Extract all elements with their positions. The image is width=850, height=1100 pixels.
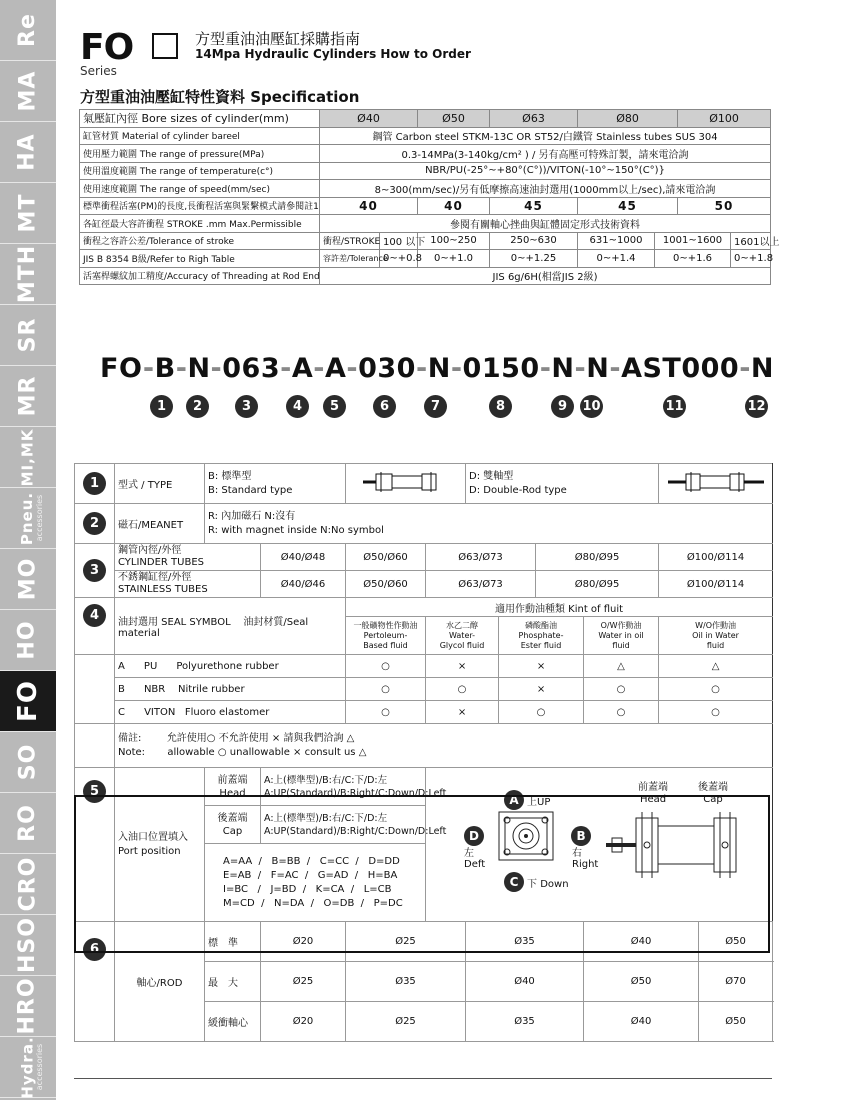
divider: [74, 1078, 772, 1079]
spec-heading: 方型重油油壓缸特性資料 Specification: [80, 88, 360, 106]
sidebar-tab-label: Hydra.: [18, 1035, 37, 1099]
spec-row-tolerance-values: JIS B 8354 B級/Refer to Righ Table 容許差/Tolerance 0~+0.8 0~+1.0 0~+1.25 0~+1.4 0~+1.6 0~+1.8: [80, 250, 771, 268]
number-bubble: 6: [373, 395, 396, 418]
order-row-port-cap: 後蓋端 Cap A:上(標準型)/B:右/C:下/D:左 A:UP(Standard)/B:Right/C:Down/D:Left: [75, 806, 773, 844]
sidebar-tab[interactable]: [0, 0, 56, 61]
number-bubble: 3: [235, 395, 258, 418]
number-bubble: 6: [83, 938, 106, 961]
number-bubble: 5: [323, 395, 346, 418]
model-part: FO: [100, 353, 143, 384]
model-part: N: [427, 353, 451, 384]
number-bubble: 2: [186, 395, 209, 418]
sidebar-tab[interactable]: [0, 915, 56, 976]
sidebar-tab-label: RO: [15, 804, 40, 842]
order-row-seal-a: A PU Polyurethone rubber ○ × × △ △: [75, 655, 773, 678]
sidebar-tab[interactable]: [0, 671, 56, 732]
series-word: Series: [80, 64, 117, 78]
port-marker-b: B: [571, 826, 591, 846]
sidebar-tab[interactable]: [0, 61, 56, 122]
sidebar-tab-label: HA: [14, 133, 40, 171]
number-bubble: 2: [83, 512, 106, 535]
spec-row-pm: 標準衝程活塞(PM)的長度,長衝程活塞與緊繫模式請參閱註1 40 40 45 45 50: [80, 197, 771, 215]
model-part: B: [154, 353, 176, 384]
sidebar-tab[interactable]: [0, 732, 56, 793]
sidebar-tab-label: HRO: [15, 977, 40, 1035]
port-marker-d: D: [464, 826, 484, 846]
sidebar-tab[interactable]: [0, 488, 56, 549]
sidebar-tab[interactable]: [0, 610, 56, 671]
sidebar-tab-label: Pneu.: [18, 491, 37, 545]
number-bubble: 4: [83, 604, 106, 627]
number-bubble: 9: [551, 395, 574, 418]
bore-cell: Ø63: [490, 110, 578, 128]
order-row-note: 備註: 允許使用○ 不允許使用 × 請與我們洽詢 △ Note: allowable ○ unallowable × consult us △: [75, 724, 773, 768]
sidebar-tab-label: MR: [15, 375, 40, 417]
sidebar-tab-label: MO: [14, 557, 40, 601]
order-row-rod-cushion: 緩衝軸心 Ø20 Ø25 Ø35 Ø40 Ø50: [75, 1002, 773, 1042]
sidebar-tab-label: MT: [15, 193, 40, 233]
order-row-magnet: 2 磁石/MEANET R: 內加磁石 N:沒有 R: with magnet inside N:No symbol: [75, 504, 773, 544]
model-part: N: [187, 353, 211, 384]
model-part: 030: [358, 353, 416, 384]
spec-row-bore: 氣壓缸內徑 Bore sizes of cylinder(mm) Ø40 Ø50 Ø63 Ø80 Ø100: [80, 110, 771, 128]
model-part: A: [291, 353, 314, 384]
model-part: N: [586, 353, 610, 384]
sidebar-tab[interactable]: [0, 244, 56, 305]
bore-cell: Ø80: [578, 110, 678, 128]
spec-row-thread: 活塞桿螺紋加工精度/Accuracy of Threading at Rod End JIS 6g/6H(相當JIS 2級): [80, 267, 771, 285]
series-logo: FO: [80, 27, 134, 68]
sidebar-tab[interactable]: [0, 549, 56, 610]
order-row-fluids: 一般礦物性作動油 Pertoleum- Based fluid 水乙二醇 Water- Glycol fluid 磷酸酯油 Phosphate- Ester fluid O/W作動油 Water in oil fluid W/O作動油 Oil in Water fluid: [75, 617, 773, 655]
number-bubble: 11: [663, 395, 686, 418]
number-bubble: 3: [83, 559, 106, 582]
model-code: FO-B-N-063-A-A-030-N-0150-N-N-AST000-N: [100, 353, 775, 384]
sidebar-tab-sublabel: accessories: [34, 1043, 44, 1091]
sidebar-tab-label: HO: [15, 620, 40, 660]
sidebar-tab-label: FO: [13, 680, 43, 722]
sidebar-tab-sublabel: accessories: [34, 494, 44, 542]
sidebar-tab-label: HSO: [15, 917, 40, 973]
port-marker-c: C: [504, 872, 524, 892]
sidebar-tab[interactable]: [0, 976, 56, 1037]
standard-cylinder-icon: [346, 464, 466, 504]
bore-cell: Ø50: [418, 110, 490, 128]
order-row-port-head: 5 入油口位置填入 Port position 前蓋端 Head A:上(標準型)/B:右/C:下/D:左 A:UP(Standard)/B:Right/C:Down/D:Left A 上UP B 右 Right C 下 Down D 左 Deft 前蓋端 Head 後蓋端 Cap: [75, 768, 773, 806]
port-front-view-diagram: [491, 808, 561, 864]
sidebar-tab[interactable]: [0, 183, 56, 244]
order-row-stainless: 不銹鋼缸徑/外徑 STAINLESS TUBES Ø40/Ø46 Ø50/Ø60 Ø63/Ø73 Ø80/Ø95 Ø100/Ø114: [75, 571, 773, 598]
spec-row-speed: 使用速度範圍 The range of speed(mm/sec) 8~300(mm/sec)/另有低摩擦高速油封選用(1000mm以上/sec),請來電洽詢: [80, 180, 771, 198]
number-bubble: 4: [286, 395, 309, 418]
order-table: [74, 463, 773, 1042]
square-icon: [152, 33, 178, 59]
sidebar-tab[interactable]: [0, 305, 56, 366]
bore-cell: Ø40: [320, 110, 418, 128]
port-marker-a: A: [504, 790, 524, 810]
order-row-type: 1 型式 / TYPE B: 標準型 B: Standard type D: 雙軸型 D: Double-Rod type: [75, 464, 773, 504]
spec-table: [79, 109, 780, 285]
sidebar-tab[interactable]: [0, 366, 56, 427]
port-diagram-cell: A 上UP B 右 Right C 下 Down D 左 Deft 前蓋端 Head 後蓋端 Cap: [426, 768, 773, 922]
spec-row-pressure: 使用壓力範圍 The range of pressure(MPa) 0.3-14MPa(3-140kg/cm² ) / 另有高壓可特殊訂製，請來電洽詢: [80, 145, 771, 163]
sidebar-tab-label: Re: [15, 13, 40, 47]
order-row-rod-standard: 6 軸心/ROD 標 準 Ø20 Ø25 Ø35 Ø40 Ø50: [75, 922, 773, 962]
number-bubble: 1: [83, 472, 106, 495]
number-bubble: 7: [424, 395, 447, 418]
spec-row-temperature: 使用溫度範圍 The range of temperature(c°) NBR/PU(-25°~+80°(C°))/VITON(-10°~150°(C°)}: [80, 162, 771, 180]
sidebar-tab-label: MI,MK: [18, 428, 37, 486]
number-bubble: 1: [150, 395, 173, 418]
sidebar-tab-label: SO: [14, 743, 40, 781]
order-row-seal-c: C VITON Fluoro elastomer ○ × ○ ○ ○: [75, 701, 773, 724]
model-part: N: [551, 353, 575, 384]
sidebar-tab-label: MTH: [15, 244, 40, 304]
model-part: 0150: [462, 353, 540, 384]
double-rod-cylinder-icon: [659, 464, 773, 504]
number-bubble: 5: [83, 780, 106, 803]
order-row-rod-max: 最 大 Ø25 Ø35 Ø40 Ø50 Ø70: [75, 962, 773, 1002]
spec-row-tolerance-stroke: 衝程之容許公差/Tolerance of stroke 衝程/STROKE 100 以下 100~250 250~630 631~1000 1001~1600 1601以上: [80, 232, 771, 250]
sidebar: [0, 0, 56, 1100]
sidebar-tab[interactable]: [0, 793, 56, 854]
spec-row-material: 缸管材質 Material of cylinder bareel 鋼管 Carbon steel STKM-13C OR ST52/白鐵管 Stainless tubes SUS 304: [80, 127, 771, 145]
model-part: 063: [222, 353, 281, 384]
order-row-tubes: 3 鋼管內徑/外徑 CYLINDER TUBES Ø40/Ø48 Ø50/Ø60 Ø63/Ø73 Ø80/Ø95 Ø100/Ø114: [75, 544, 773, 571]
page-title-zh: 方型重油油壓缸採購指南: [195, 30, 361, 48]
order-row-seal-head: 4 油封選用 SEAL SYMBOL 油封材質/Seal material 適用作動油種類 Kint of fluit: [75, 598, 773, 617]
sidebar-tab[interactable]: [0, 1037, 56, 1098]
order-row-port-combos: A=AA / B=BB / C=CC / D=DD E=AB / F=AC / G=AD / H=BA I=BC / J=BD / K=CA / L=CB M=CD / N=DA / O=DB / P=DC: [75, 844, 773, 922]
number-bubble: 10: [580, 395, 603, 418]
sidebar-tab[interactable]: [0, 854, 56, 915]
model-part: N: [750, 353, 775, 384]
spec-row-stroke-max: 各缸徑最大容許衝程 STROKE .mm Max.Permissible 參閱有關軸心挫曲與缸體固定形式技術資料: [80, 215, 771, 233]
sidebar-tab[interactable]: [0, 427, 56, 488]
model-part: AST000: [621, 353, 740, 384]
sidebar-tab[interactable]: [0, 122, 56, 183]
sidebar-tab-label: MA: [14, 70, 40, 112]
port-side-view-diagram: [606, 810, 746, 880]
sidebar-tab-label: CRO: [14, 856, 40, 912]
model-part: A: [324, 353, 347, 384]
bore-cell: Ø100: [678, 110, 771, 128]
number-bubble: 12: [745, 395, 768, 418]
order-row-seal-b: B NBR Nitrile rubber ○ ○ × ○ ○: [75, 678, 773, 701]
sidebar-tab-label: SR: [14, 317, 40, 353]
number-bubble: 8: [489, 395, 512, 418]
page-title-en: 14Mpa Hydraulic Cylinders How to Order: [195, 47, 471, 61]
